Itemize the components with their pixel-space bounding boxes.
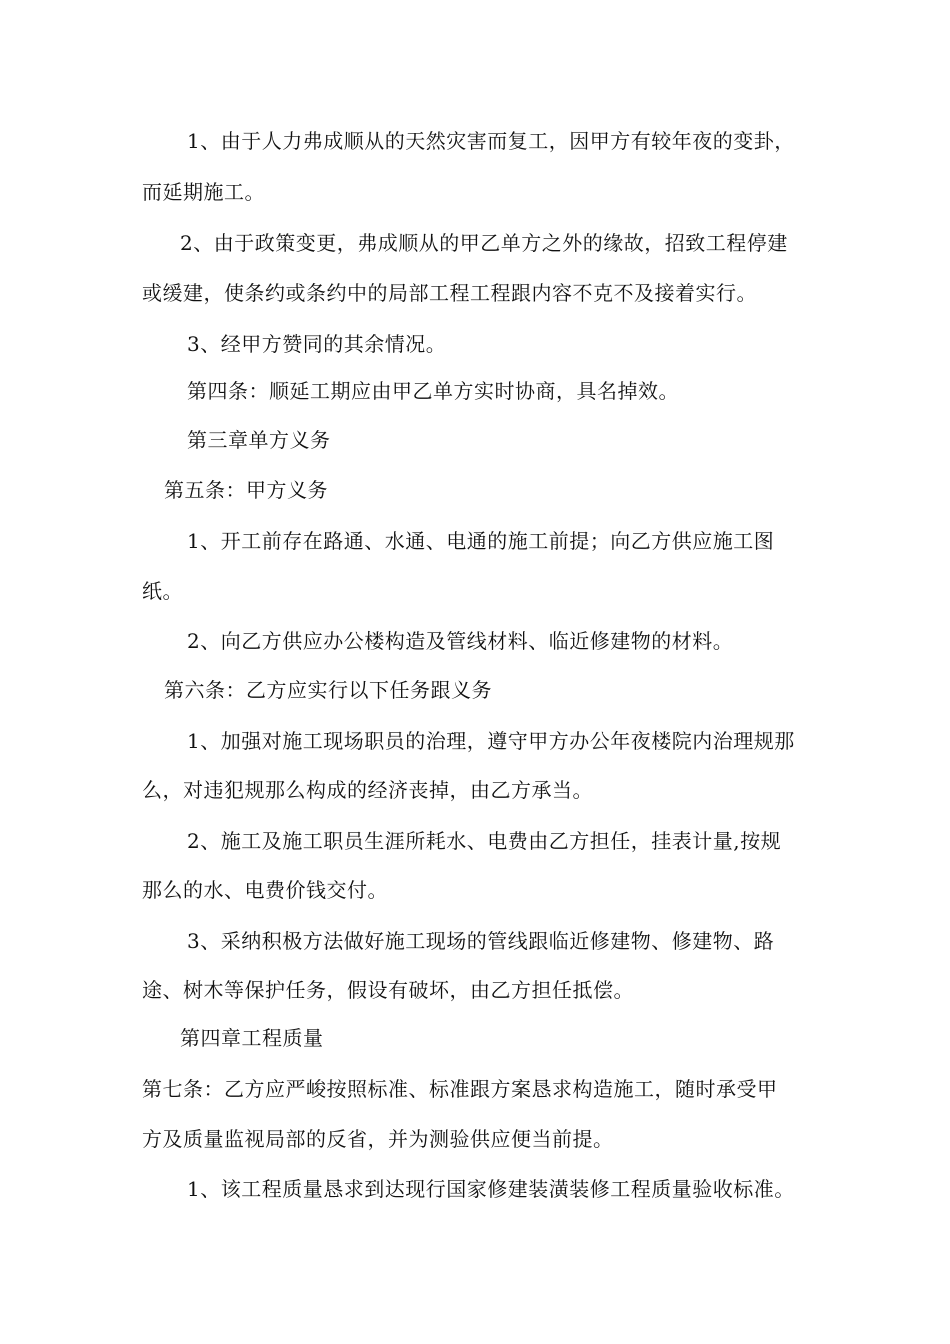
chapter-heading: 第三章单方义务 xyxy=(187,428,331,452)
chapter-heading: 第四章工程质量 xyxy=(180,1026,324,1050)
text-line: 2、施工及施工职员生涯所耗水、电费由乙方担任，挂表计量,按规 xyxy=(187,829,782,853)
text-line: 3、采纳积极方法做好施工现场的管线跟临近修建物、修建物、路 xyxy=(187,929,775,953)
text-line: 方及质量监视局部的反省，并为测验供应便当前提。 xyxy=(142,1127,614,1151)
text-line: 途、树木等保护任务，假设有破坏，由乙方担任抵偿。 xyxy=(142,978,634,1002)
text-line: 纸。 xyxy=(142,579,183,603)
text-line: 1、由于人力弗成顺从的天然灾害而复工，因甲方有较年夜的变卦， xyxy=(187,129,795,153)
text-line: 或缓建，使条约或条约中的局部工程工程跟内容不克不及接着实行。 xyxy=(142,281,757,305)
text-line: 2、由于政策变更，弗成顺从的甲乙单方之外的缘故，招致工程停建 xyxy=(180,231,788,255)
article-heading: 第五条：甲方义务 xyxy=(164,478,328,502)
text-line: 1、该工程质量恳求到达现行国家修建装潢装修工程质量验收标准。 xyxy=(187,1177,795,1201)
text-line: 1、开工前存在路通、水通、电通的施工前提；向乙方供应施工图 xyxy=(187,529,775,553)
text-line: 那么的水、电费价钱交付。 xyxy=(142,878,388,902)
article-heading: 第六条：乙方应实行以下任务跟义务 xyxy=(164,678,492,702)
text-line: 第四条：顺延工期应由甲乙单方实时协商，具名掉效。 xyxy=(187,379,679,403)
text-line: 么，对违犯规那么构成的经济丧掉，由乙方承当。 xyxy=(142,778,593,802)
article-heading: 第七条：乙方应严峻按照标准、标准跟方案恳求构造施工，随时承受甲 xyxy=(142,1077,778,1101)
text-line: 1、加强对施工现场职员的治理，遵守甲方办公年夜楼院内治理规那 xyxy=(187,729,795,753)
text-line: 而延期施工。 xyxy=(142,180,265,204)
text-line: 3、经甲方赞同的其余情况。 xyxy=(187,332,447,356)
text-line: 2、向乙方供应办公楼构造及管线材料、临近修建物的材料。 xyxy=(187,629,734,653)
